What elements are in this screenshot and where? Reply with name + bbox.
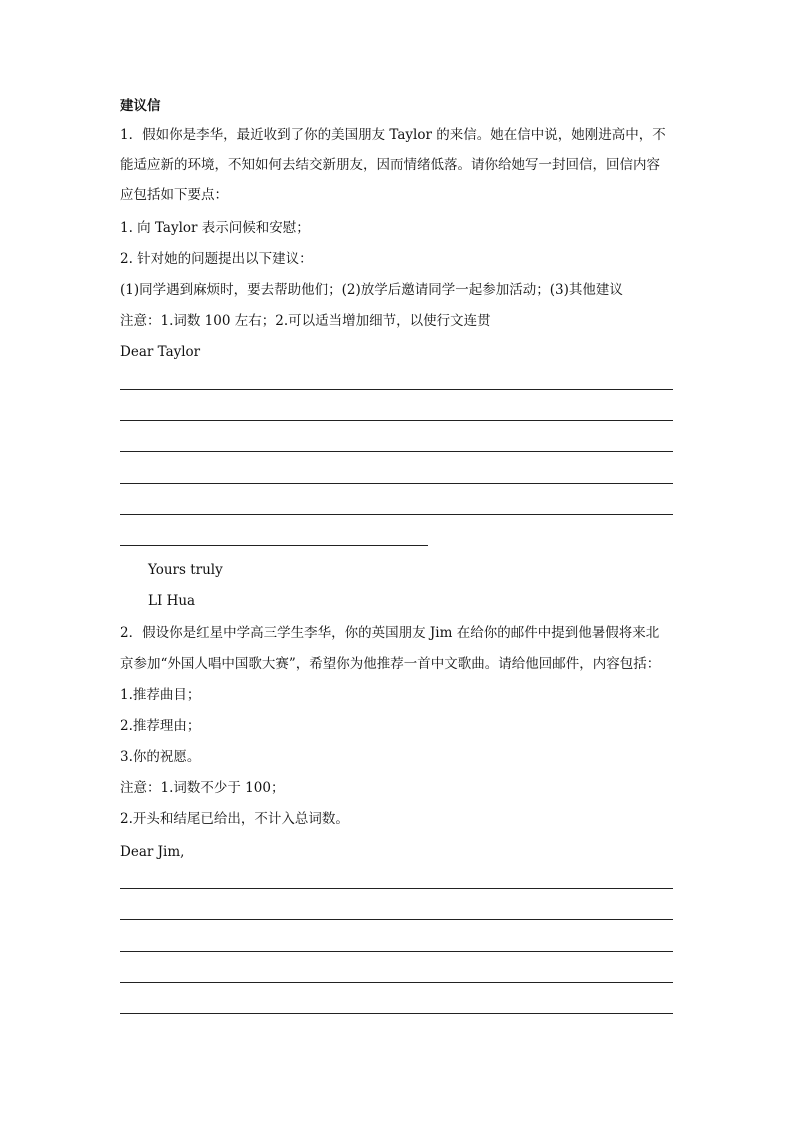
task2-point-2: 2.推荐理由； bbox=[120, 718, 201, 734]
answer-line[interactable] bbox=[120, 919, 673, 920]
task2-prompt-line-2: 京参加“外国人唱中国歌大赛”，希望你为他推荐一首中文歌曲。请给他回邮件，内容包括： bbox=[120, 656, 661, 672]
answer-line[interactable] bbox=[120, 888, 673, 889]
task2-point-3: 3.你的祝愿。 bbox=[120, 749, 201, 765]
task2-prompt-line-1: 2．假设你是红星中学高三学生李华，你的英国朋友 Jim 在给你的邮件中提到他暑假将来北 bbox=[120, 625, 660, 641]
answer-line-short[interactable] bbox=[120, 545, 428, 546]
task1-signature: LI Hua bbox=[148, 593, 196, 609]
task1-prompt-line-2: 能适应新的环境，不知如何去结交新朋友，因而情绪低落。请你给她写一封回信，回信内容 bbox=[120, 157, 660, 173]
section-heading: 建议信 bbox=[120, 98, 161, 114]
task1-salutation: Dear Taylor bbox=[120, 344, 201, 360]
task2-note-2: 2.开头和结尾已给出，不计入总词数。 bbox=[120, 811, 349, 827]
task2-note-1: 注意：1.词数不少于 100； bbox=[120, 780, 285, 796]
answer-line[interactable] bbox=[120, 389, 673, 390]
answer-line[interactable] bbox=[120, 483, 673, 484]
task1-point-1: 1. 向 Taylor 表示问候和安慰； bbox=[120, 220, 310, 236]
answer-line[interactable] bbox=[120, 514, 673, 515]
task1-prompt-line-1: 1．假如你是李华，最近收到了你的美国朋友 Taylor 的来信。她在信中说，她刚进高中，不 bbox=[120, 127, 666, 143]
answer-line[interactable] bbox=[120, 420, 673, 421]
task1-suggestions: (1)同学遇到麻烦时，要去帮助他们；(2)放学后邀请同学一起参加活动；(3)其他建议 bbox=[120, 282, 623, 298]
task2-point-1: 1.推荐曲目； bbox=[120, 687, 201, 703]
task1-closing: Yours truly bbox=[148, 562, 223, 578]
answer-line[interactable] bbox=[120, 1013, 673, 1014]
task1-prompt-line-3: 应包括如下要点： bbox=[120, 187, 228, 203]
task1-note: 注意：1.词数 100 左右；2.可以适当增加细节，以使行文连贯 bbox=[120, 313, 491, 329]
task2-salutation: Dear Jim, bbox=[120, 844, 185, 860]
answer-line[interactable] bbox=[120, 451, 673, 452]
answer-line[interactable] bbox=[120, 951, 673, 952]
answer-line[interactable] bbox=[120, 982, 673, 983]
task1-point-2: 2. 针对她的问题提出以下建议： bbox=[120, 251, 313, 267]
